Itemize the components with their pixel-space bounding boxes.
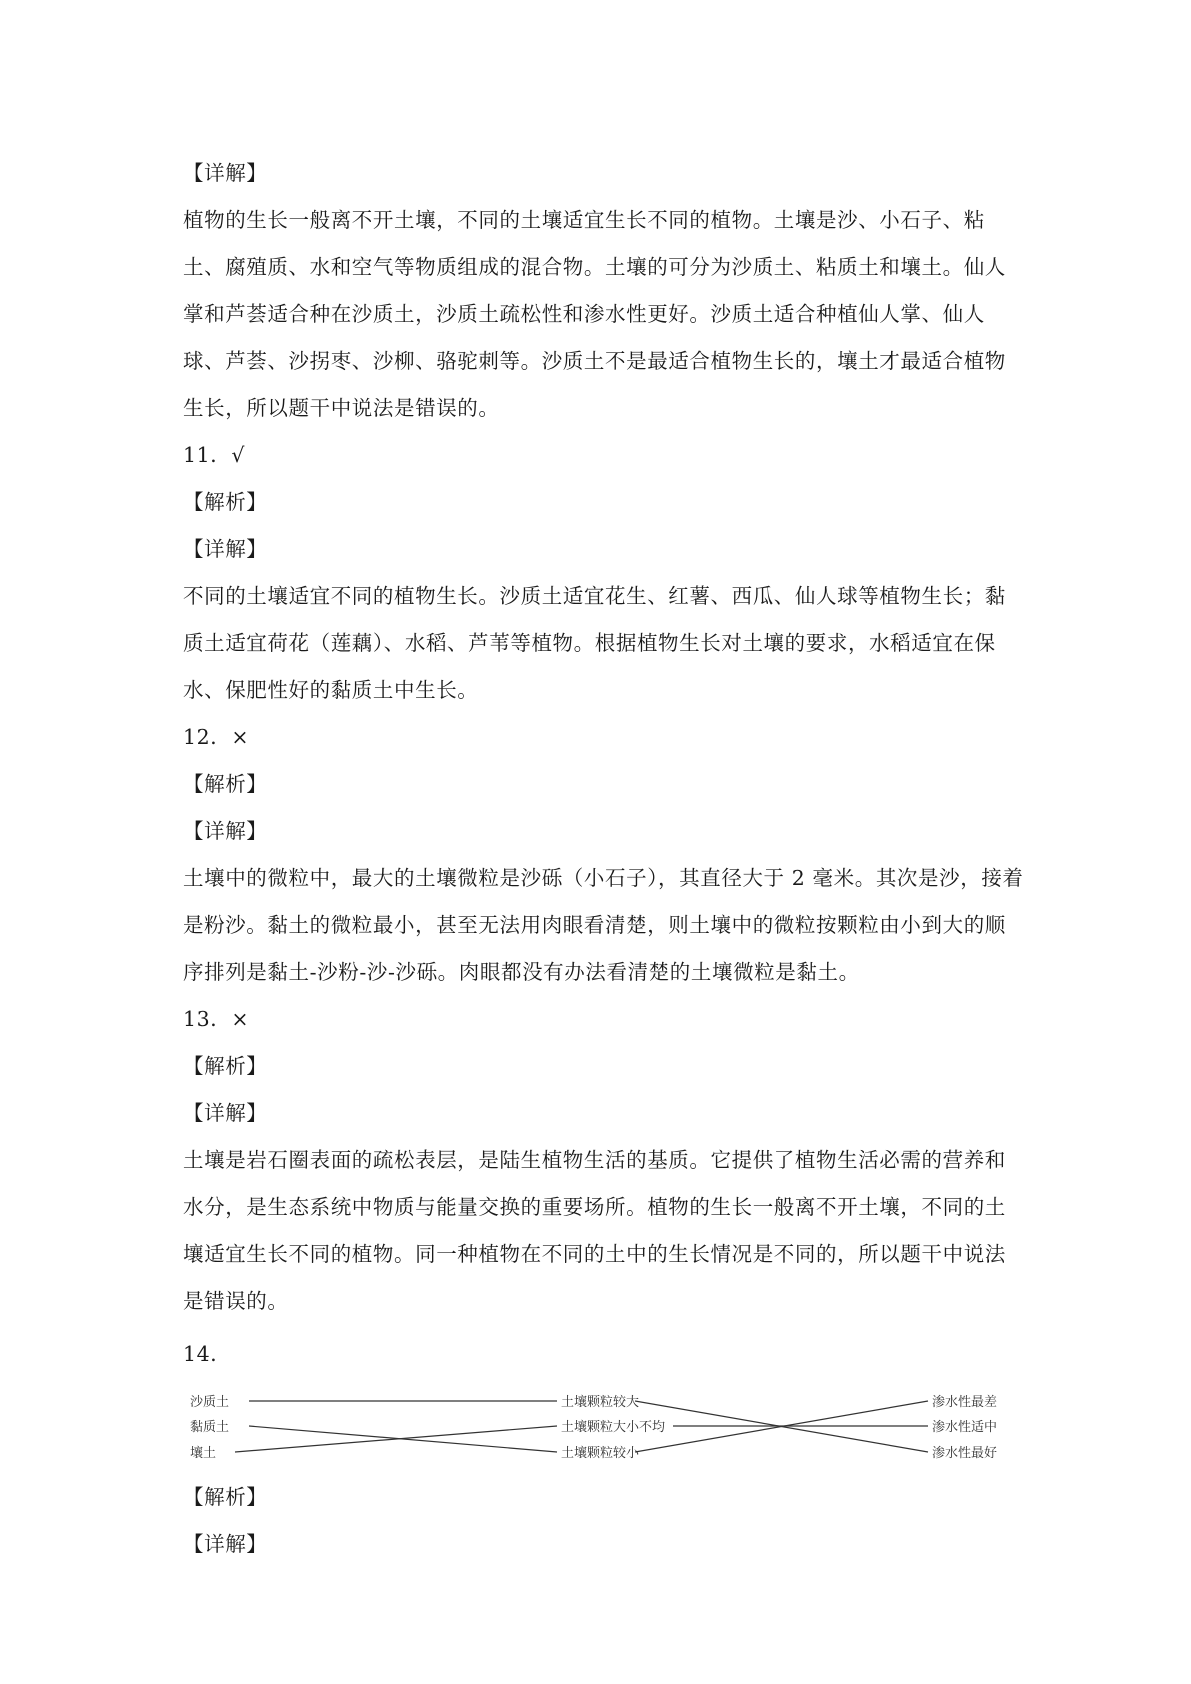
q11-detail-line: 不同的土壤适宜不同的植物生长。沙质土适宜花生、红薯、西瓜、仙人球等植物生长；黏 [183,584,1006,608]
right-label-best-drainage: 渗水性最好 [932,1446,998,1461]
q11-detail-line: 质土适宜荷花（莲藕）、水稻、芦苇等植物。根据植物生长对土壤的要求，水稻适宜在保 [183,631,996,655]
q12-analysis-heading: 【解析】 [183,772,268,796]
q12-answer: 12．× [183,725,250,749]
q13-detail-line: 土壤是岩石圈表面的疏松表层，是陆生植物生活的基质。它提供了植物生活必需的营养和 [183,1148,1006,1172]
q14-analysis-heading: 【解析】 [183,1485,268,1509]
left-label-loam-soil: 壤土 [190,1446,217,1461]
q12-detail-line: 是粉沙。黏土的微粒最小，甚至无法用肉眼看清楚，则土壤中的微粒按颗粒由小到大的顺 [183,913,1006,937]
matching-diagram-svg [183,1382,1023,1472]
q11-answer: 11．√ [183,443,246,467]
q10-detail-line: 土、腐殖质、水和空气等物质组成的混合物。土壤的可分为沙质土、粘质土和壤土。仙人 [183,255,1006,279]
left-label-clay-soil: 黏质土 [190,1420,230,1435]
document-page [183,150,1023,1568]
q12-detail-line: 土壤中的微粒中，最大的土壤微粒是沙砾（小石子），其直径大于 2 毫米。其次是沙，接着 [183,866,1024,890]
q13-answer: 13．× [183,1007,250,1031]
q12-detail-heading: 【详解】 [183,819,268,843]
q13-detail-line: 水分，是生态系统中物质与能量交换的重要场所。植物的生长一般离不开土壤，不同的土 [183,1195,1006,1219]
q10-detail-line: 掌和芦荟适合种在沙质土，沙质土疏松性和渗水性更好。沙质土适合种植仙人掌、仙人 [183,302,985,326]
q10-detail-heading: 【详解】 [183,161,268,185]
q12-detail-line: 序排列是黏土-沙粉-沙-沙砾。肉眼都没有办法看清楚的土壤微粒是黏土。 [183,960,860,984]
q13-detail-heading: 【详解】 [183,1101,268,1125]
q13-detail-line: 壤适宜生长不同的植物。同一种植物在不同的土中的生长情况是不同的，所以题干中说法 [183,1242,1006,1266]
q13-analysis-heading: 【解析】 [183,1054,268,1078]
right-label-worst-drainage: 渗水性最差 [932,1395,998,1410]
q13-detail-line: 是错误的。 [183,1289,289,1313]
q13-detail-text [183,1137,1023,1325]
q11-detail-heading: 【详解】 [183,537,268,561]
middle-label-large-particles: 土壤颗粒较大 [561,1395,640,1410]
q11-analysis-heading: 【解析】 [183,490,268,514]
q11-detail-line: 水、保肥性好的黏质土中生长。 [183,678,479,702]
q14-answer: 14． [183,1342,232,1366]
q10-detail-line: 球、芦荟、沙拐枣、沙柳、骆驼刺等。沙质土不是最适合植物生长的，壤土才最适合植物 [183,349,1006,373]
q10-detail-text [183,197,1023,432]
right-label-moderate-drainage: 渗水性适中 [932,1420,998,1435]
q11-detail-text [183,573,1023,714]
left-label-sandy-soil: 沙质土 [190,1395,230,1410]
q10-detail-line: 生长，所以题干中说法是错误的。 [183,396,500,420]
q10-detail-line: 植物的生长一般离不开土壤，不同的土壤适宜生长不同的植物。土壤是沙、小石子、粘 [183,208,985,232]
q14-detail-heading: 【详解】 [183,1532,268,1556]
middle-label-small-particles: 土壤颗粒较小 [561,1446,640,1461]
matching-diagram [183,1382,1023,1472]
middle-label-mixed-particles: 土壤颗粒大小不均 [561,1420,666,1435]
q12-detail-text [183,855,1023,996]
